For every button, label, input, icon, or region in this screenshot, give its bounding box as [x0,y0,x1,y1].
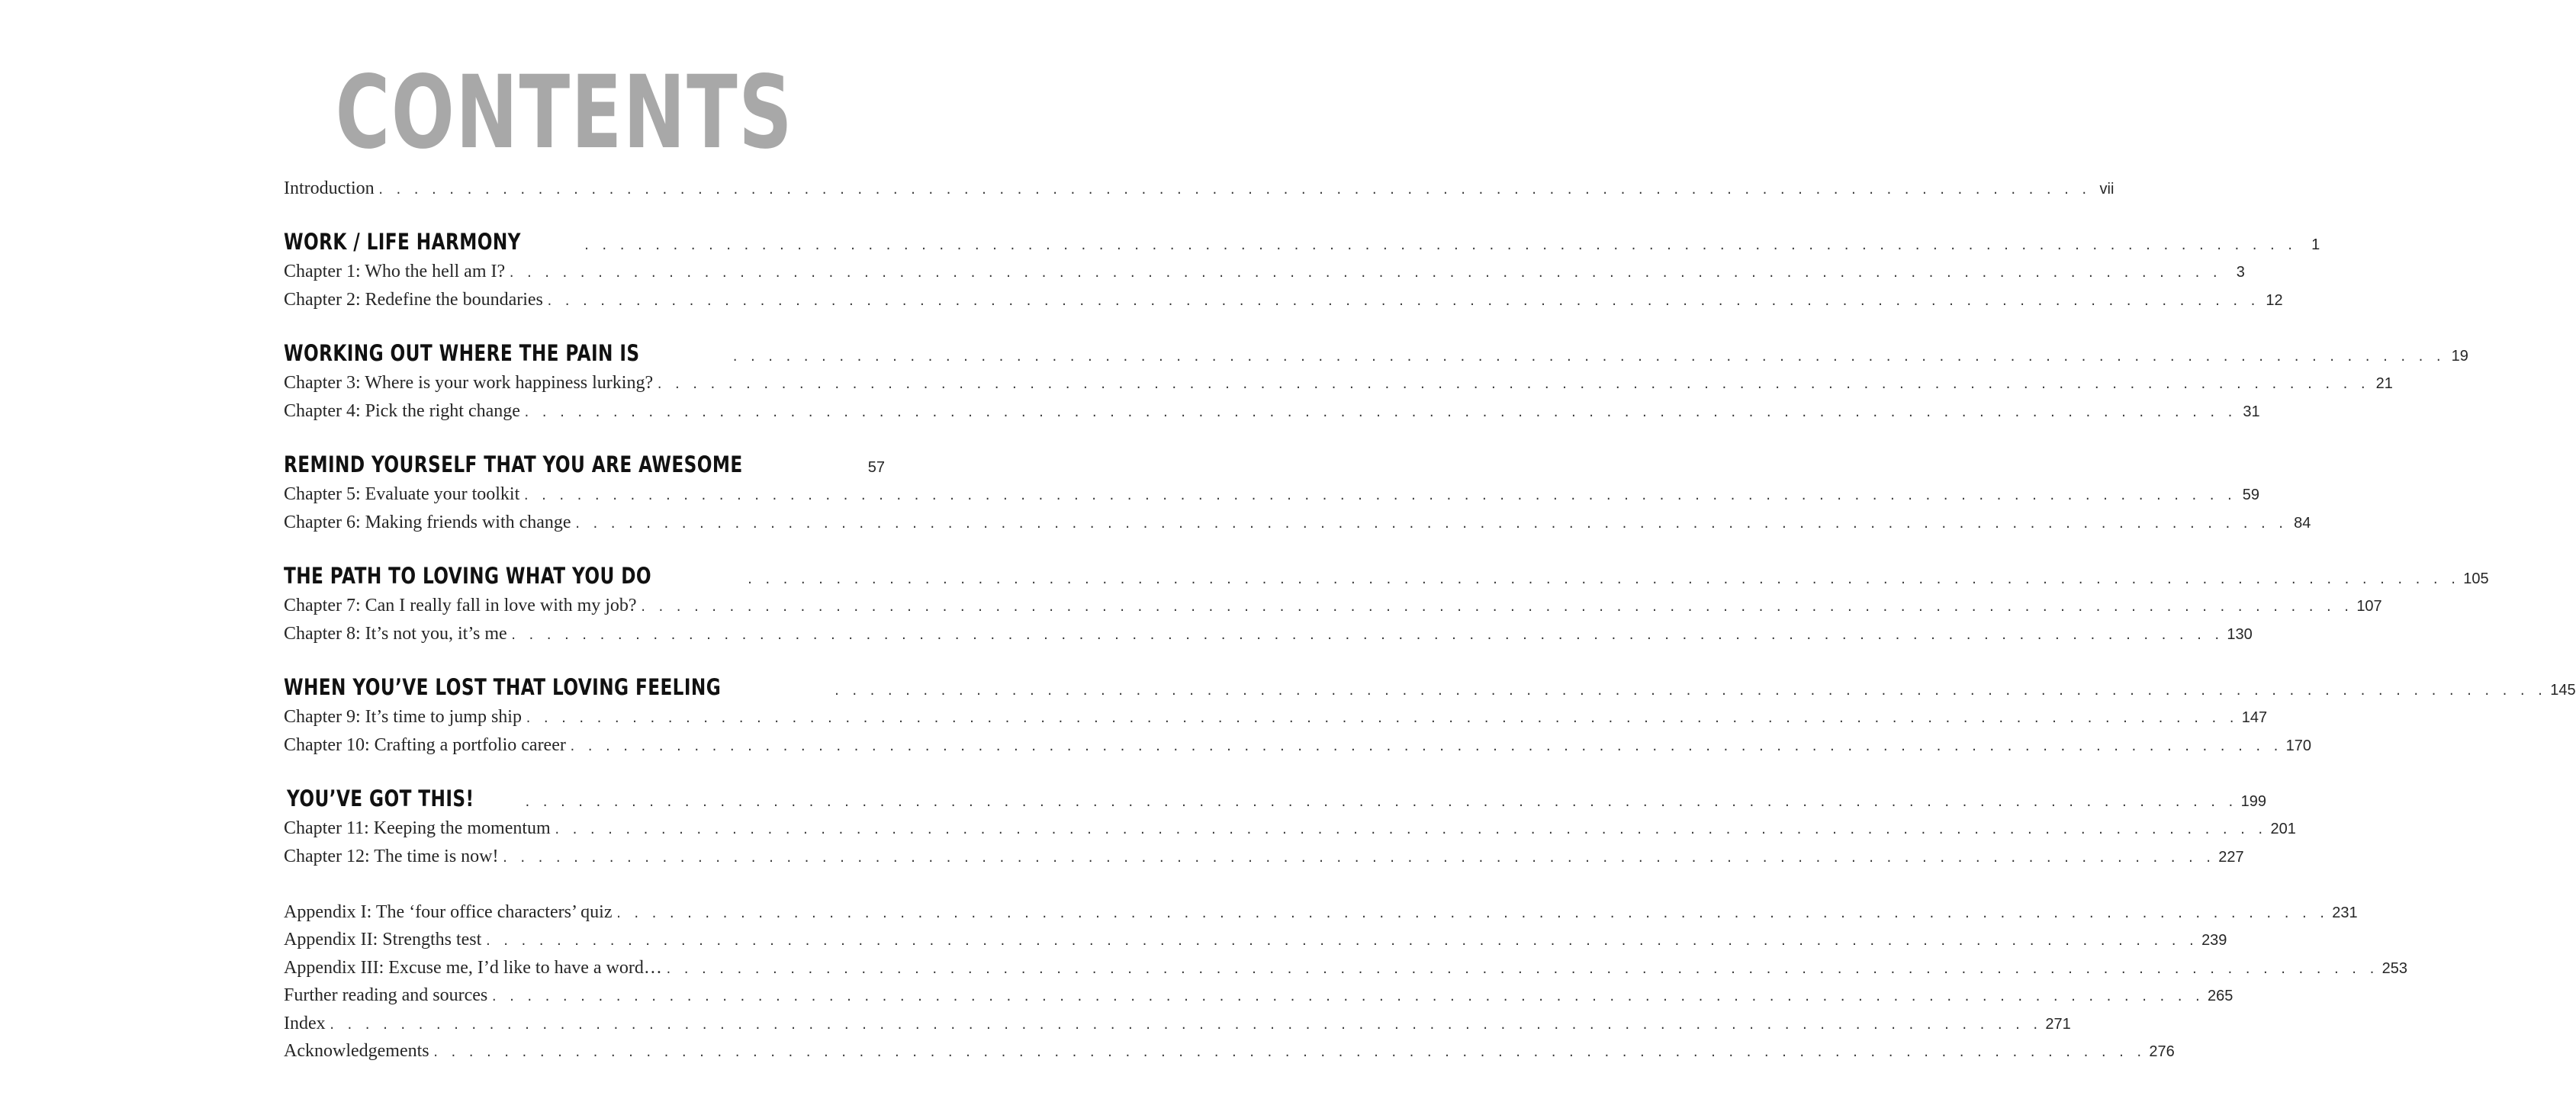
dot-leader: . . . . . . . . . . . . . . . . . . . . . . . . . . . . . . . . . . . . . . . . . . . . . . . . . . . . . . . . . . . . . . . . . . . . . . . . . . . . . . . . . . . . . . . . . . . . . . . . . [377,183,2090,197]
toc-back-matter-entry[interactable] [284,901,2358,924]
dot-leader: . . . . . . . . . . . . . . . . . . . . . . . . . . . . . . . . . . . . . . . . . . . . . . . . . . . . . . . . . . . . . . . . . . . . . . . . . . . . . . . . . . . . . . . . . . . . . . . . . [664,962,2378,976]
toc-entry-label: Chapter 9: It’s time to jump ship [284,707,522,727]
dot-leader: . . . . . . . . . . . . . . . . . . . . . . . . . . . . . . . . . . . . . . . . . . . . . . . . . . . . . . . . . . . . . . . . . . . . . . . . . . . . . . . . . . . . . . . . . . . . . . . . . [553,823,2266,837]
dot-leader: . . . . . . . . . . . . . . . . . . . . . . . . . . . . . . . . . . . . . . . . . . . . . . . . . . . . . . . . . . . . . . . . . . . . . . . . . . . . . . . . . . . . . . . . . . . . . . . . . [574,517,2287,531]
toc-chapter-entry[interactable] [284,734,2311,757]
toc-entry-label: Chapter 1: Who the hell am I? [284,262,506,281]
toc-entry-label: Acknowledgements [284,1041,429,1061]
dot-leader: . . . . . . . . . . . . . . . . . . . . . . . . . . . . . . . . . . . . . . . . . . . . . . . . . . . . . . . . . . . . . . . . . . . . . . . . . . . . . . . . . . . . . . . . . . . . . . . . . [524,712,2237,725]
toc-chapter-entry[interactable] [284,622,2253,645]
toc-chapter-entry[interactable] [284,483,2260,506]
toc-part-heading[interactable] [284,449,886,480]
dot-leader: . . . . . . . . . . . . . . . . . . . . . . . . . . . . . . . . . . . . . . . . . . . . . . . . . . . . . . . . . . . . . . . . . . . . . . . . . . . . . . . . . . . . . . . . . . . . . . . . . [490,990,2203,1004]
toc-chapter-entry[interactable] [284,400,2260,423]
toc-chapter-entry[interactable] [284,511,2311,534]
toc-entry-label: Chapter 4: Pick the right change [284,401,520,421]
dot-leader: . . . . . . . . . . . . . . . . . . . . . . . . . . . . . . . . . . . . . . . . . . . . . . . . . . . . . . . . . . . . . . . . . . . . . . . . . . . . . . . . . . . . . . . . . . . . . . . . . [508,266,2221,280]
toc-page-number: 1 [2311,236,2320,253]
toc-entry-label: Chapter 12: The time is now! [284,847,499,866]
toc-page-number: 239 [2201,932,2227,949]
toc-page-number: 130 [2227,626,2253,643]
dot-leader: . . . . . . . . . . . . . . . . . . . . . . . . . . . . . . . . . . . . . . . . . . . . . . . . . . . . . . . . . . . . . . . . . . . . . . . . . . . . . . . . . . . . . . . . . . . . . . . . . [432,1046,2145,1059]
toc-entry-label: Chapter 2: Redefine the boundaries [284,290,543,310]
toc-page-number: vii [2099,181,2115,198]
dot-leader: . . . . . . . . . . . . . . . . . . . . . . . . . . . . . . . . . . . . . . . . . . . . . . . . . . . . . . . . . . . . . . . . . . . . . . . . . . . . . . . . . . . . . . . . . . . . . . . . . [523,489,2236,503]
toc-chapter-entry[interactable] [284,594,2382,617]
dot-leader: . . . . . . . . . . . . . . . . . . . . . . . . . . . . . . . . . . . . . . . . . . . . . . . . . . . . . . . . . . . . . . . . . . . . . . . . . . . . . . . . . . . . . . . . . . . . . . . . . [746,573,2459,586]
toc-part-label: WORKING OUT WHERE THE PAIN IS [284,340,640,366]
toc-part-heading[interactable] [284,227,2320,257]
dot-leader: . . . . . . . . . . . . . . . . . . . . . . . . . . . . . . . . . . . . . . . . . . . . . . . . . . . . . . . . . . . . . . . . . . . . . . . . . . . . . . . . . . . . . . . . . . . . . . . . . [523,406,2236,419]
toc-entry-label: Chapter 3: Where is your work happiness lurking? [284,373,654,393]
toc-part-heading[interactable] [287,783,2266,814]
toc-entry-label: Chapter 8: It’s not you, it’s me [284,624,507,644]
toc-page-number: 105 [2463,570,2489,587]
dot-leader: . . . . . . . . . . . . . . . . . . . . . . . . . . . . . . . . . . . . . . . . . . . . . . . . . . . . . . . . . . . . . . . . . . . . . . . . . . . . . . . . . . . . . . . . . . . . . . . . . [328,1018,2041,1032]
toc-entry-label: Index [284,1014,326,1033]
dot-leader: . . . . . . . . . . . . . . . . . . . . . . . . . . . . . . . . . . . . . . . . . . . . . . . . . . . . . . . . . . . . . . . . . . . . . . . . . . . . . . . . . . . . . . . . . . . . . . . . . [510,628,2223,642]
toc-back-matter-entry[interactable] [284,956,2407,979]
toc-entry-label: Introduction [284,178,375,198]
toc-part-heading[interactable] [284,338,2468,368]
toc-page-number: 276 [2149,1043,2175,1060]
toc-page-number: 84 [2294,515,2311,532]
toc-entry-label: Appendix I: The ‘four office characters’ quiz [284,902,613,922]
toc-page-number: 147 [2241,709,2268,726]
toc-entry-label: Chapter 7: Can I really fall in love with my job? [284,596,637,615]
toc-back-matter-entry[interactable] [284,984,2233,1007]
dot-leader: . . . . . . . . . . . . . . . . . . . . . . . . . . . . . . . . . . . . . . . . . . . . . . . . . . . . . . . . . . . . . . . . . . . . . . . . . . . . . . . . . . . . . . . . . . . . . . . . . [639,600,2352,614]
dot-leader: . . . . . . . . . . . . . . . . . . . . . . . . . . . . . . . . . . . . . . . . . . . . . . . . . . . . . . . . . . . . . . . . . . . . . . . . . . . . . . . . . . . . . . . . . . . . . . . . . [523,795,2237,809]
toc-part-heading[interactable] [284,561,2489,591]
dot-leader: . . . . . . . . . . . . . . . . . . . . . . . . . . . . . . . . . . . . . . . . . . . . . . . . . . . . . . . . . . . . . . . . . . . . . . . . . . . . . . . . . . . . . . . . . . . . . . . . . [833,684,2546,698]
dot-leader: . . . . . . . . . . . . . . . . . . . . . . . . . . . . . . . . . . . . . . . . . . . . . . . . . . . . . . . . . . . . . . . . . . . . . . . . . . . . . . . . . . . . . . . . . . . . . . . . . [656,378,2369,391]
toc-part-label: WHEN YOU’VE LOST THAT LOVING FEELING [284,674,722,700]
toc-back-matter-entry[interactable] [284,928,2227,951]
toc-entry-introduction[interactable] [284,177,2115,200]
table-of-contents [284,0,2576,1115]
toc-entry-label: Chapter 6: Making friends with change [284,513,571,532]
dot-leader: . . . . . . . . . . . . . . . . . . . . . . . . . . . . . . . . . . . . . . . . . . . . . . . . . . . . . . . . . . . . . . . . . . . . . . . . . . . . . . . . . . . . . . . . . . . . . . . . . [732,350,2444,364]
dot-leader: . . . . . . . . . . . . . . . . . . . . . . . . . . . . . . . . . . . . . . . . . . . . . . . . . . . . . . . . . . . . . . . . . . . . . . . . . . . . . . . . . . . . . . . . . . . . . . . . . [615,907,2328,921]
toc-back-matter-entry[interactable] [284,1039,2175,1062]
toc-page-number: 31 [2243,403,2260,420]
toc-page-number: 170 [2285,737,2311,754]
toc-page-number: 107 [2356,598,2382,615]
toc-entry-label: Chapter 10: Crafting a portfolio career [284,735,566,755]
toc-chapter-entry[interactable] [284,260,2245,283]
dot-leader: . . . . . . . . . . . . . . . . . . . . . . . . . . . . . . . . . . . . . . . . . . . . . . . . . . . . . . . . . . . . . . . . . . . . . . . . . . . . . . . . . . . . . . . . . . . . . . . . . [583,239,2296,252]
toc-page-number: 253 [2381,960,2407,977]
toc-page-number: 59 [2242,487,2260,503]
toc-part-heading[interactable] [284,672,2576,702]
toc-page-number: 199 [2240,793,2266,810]
toc-entry-label: Further reading and sources [284,985,488,1005]
toc-back-matter-entry[interactable] [284,1012,2071,1035]
toc-chapter-entry[interactable] [284,845,2244,868]
toc-part-label: REMIND YOURSELF THAT YOU ARE AWESOME [284,451,743,477]
toc-chapter-entry[interactable] [284,817,2296,840]
toc-page-number: 3 [2236,264,2245,281]
toc-page-number: 231 [2332,905,2358,921]
toc-page-number: 19 [2451,348,2468,365]
toc-entry-label: Chapter 5: Evaluate your toolkit [284,484,520,504]
toc-page-number: 12 [2266,292,2283,309]
toc-page-number: 201 [2270,821,2296,837]
page-title: CONTENTS [335,54,794,172]
toc-page-number: 145 [2550,682,2576,699]
toc-page-number: 21 [2375,375,2393,392]
dot-leader: . . . . . . . . . . . . . . . . . . . . . . . . . . . . . . . . . . . . . . . . . . . . . . . . . . . . . . . . . . . . . . . . . . . . . . . . . . . . . . . . . . . . . . . . . . . . . . . . . [545,294,2259,308]
toc-entry-label: Appendix III: Excuse me, I’d like to have a word… [284,958,662,978]
toc-page-number: 271 [2045,1016,2071,1033]
toc-chapter-entry[interactable] [284,288,2283,311]
toc-page-number: 57 [867,459,886,476]
toc-chapter-entry[interactable] [284,371,2393,394]
toc-entry-label: Chapter 11: Keeping the momentum [284,818,551,838]
toc-page-number: 265 [2208,988,2233,1004]
dot-leader: . . . . . . . . . . . . . . . . . . . . . . . . . . . . . . . . . . . . . . . . . . . . . . . . . . . . . . . . . . . . . . . . . . . . . . . . . . . . . . . . . . . . . . . . . . . . . . . . . [568,740,2282,754]
toc-entry-label: Appendix II: Strengths test [284,930,482,950]
toc-part-label: YOU’VE GOT THIS! [287,786,474,811]
dot-leader: . . . . . . . . . . . . . . . . . . . . . . . . . . . . . . . . . . . . . . . . . . . . . . . . . . . . . . . . . . . . . . . . . . . . . . . . . . . . . . . . . . . . . . . . . . . . . . . . . [484,934,2198,948]
dot-leader: . . . . . . . . . . . . . . . . . . . . . . . . . . . . . . . . . . . . . . . . . . . . . . . . . . . . . . . . . . . . . . . . . . . . . . . . . . . . . . . . . . . . . . . . . . . . . . . . . [501,851,2214,865]
toc-page-number: 227 [2218,849,2244,866]
toc-part-label: THE PATH TO LOVING WHAT YOU DO [284,563,651,589]
toc-chapter-entry[interactable] [284,705,2268,728]
toc-part-label: WORK / LIFE HARMONY [284,229,521,255]
